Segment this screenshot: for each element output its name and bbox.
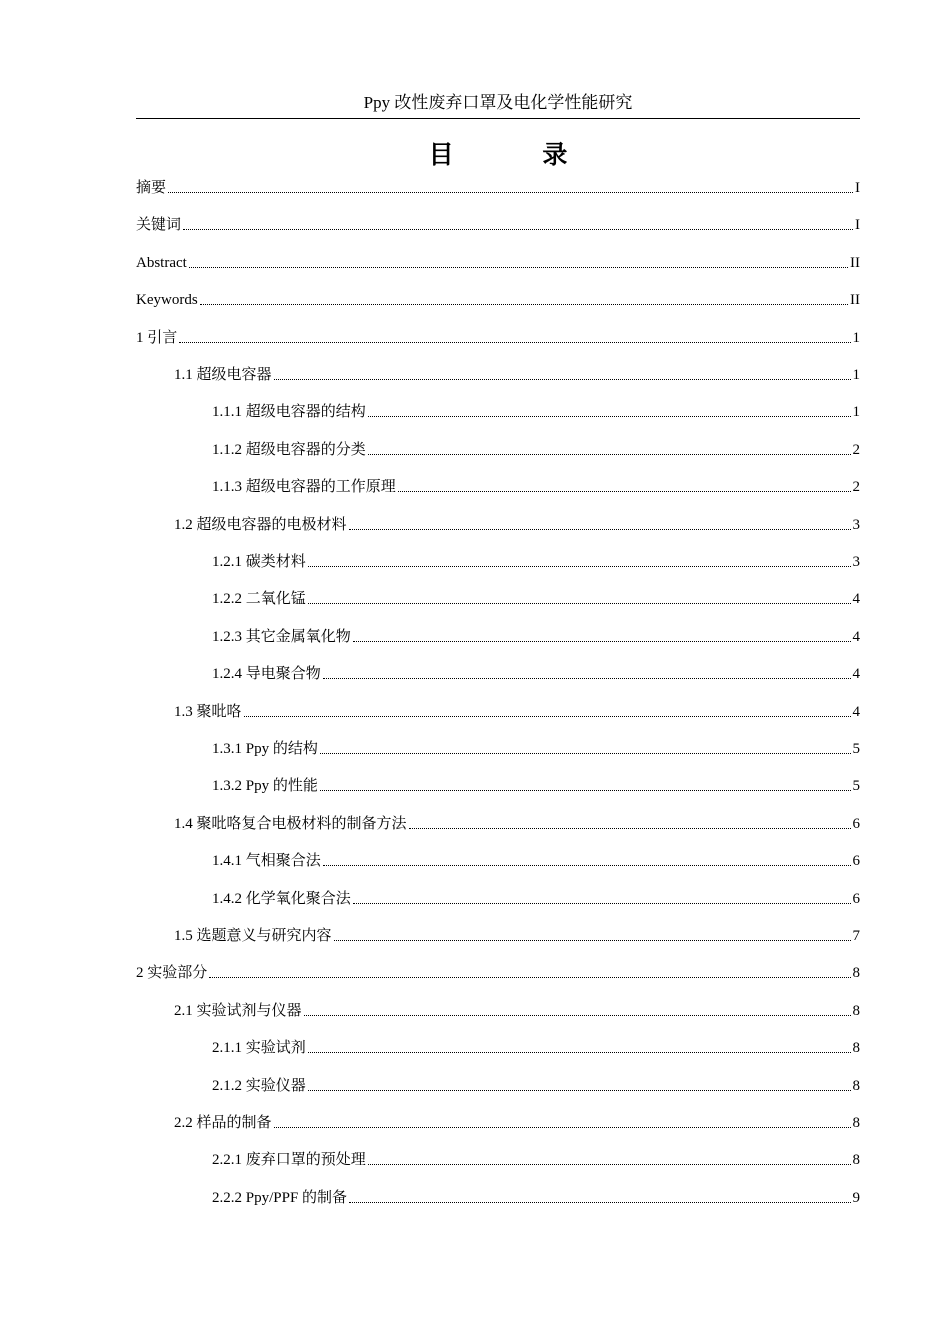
toc-entry-title: 2.1.1 实验试剂: [212, 1040, 306, 1057]
toc-entry[interactable]: [212, 438, 860, 460]
toc-entry[interactable]: [136, 213, 860, 235]
toc-dot-leader: [349, 1202, 850, 1203]
toc-entry-page-number: 8: [852, 1077, 860, 1094]
running-header: Ppy 改性废弃口罩及电化学性能研究: [363, 93, 633, 112]
toc-entry-title: 1.5 选题意义与研究内容: [174, 928, 332, 944]
toc-entry-title: 1.4.1 气相聚合法: [212, 853, 321, 870]
toc-entry-page-number: 1: [852, 367, 860, 383]
toc-entry[interactable]: [212, 662, 860, 684]
toc-entry-title: 摘要: [136, 180, 167, 196]
toc-entry[interactable]: [174, 513, 860, 535]
toc-entry-page-number: 2: [852, 479, 860, 496]
toc-entry-page-number: 1: [852, 329, 860, 346]
toc-dot-leader: [320, 790, 851, 791]
toc-entry-title: 2.2.1 废弃口罩的预处理: [212, 1152, 366, 1169]
toc-entry[interactable]: [212, 400, 860, 422]
toc-dot-leader: [308, 1090, 851, 1091]
toc-entry-page-number: 3: [852, 554, 860, 570]
toc-dot-leader: [353, 903, 851, 904]
toc-dot-leader: [274, 379, 851, 380]
toc-entry-title: 1.1.2 超级电容器的分类: [212, 441, 366, 458]
toc-entry-title: 2.1.2 实验仪器: [212, 1077, 306, 1094]
toc-entry[interactable]: [212, 1148, 860, 1170]
toc-entry[interactable]: [212, 1036, 860, 1058]
toc-entry[interactable]: [212, 587, 860, 609]
toc-entry-page-number: II: [850, 292, 860, 309]
toc-entry-page-number: 5: [852, 778, 860, 795]
toc-entry-title: 1.3.2 Ppy 的性能: [212, 778, 318, 795]
toc-entry-page-number: 4: [852, 628, 860, 645]
toc-entry-page-number: 8: [852, 1115, 860, 1131]
toc-entry[interactable]: [212, 887, 860, 909]
toc-dot-leader: [274, 1127, 851, 1128]
toc-dot-leader: [409, 828, 851, 829]
toc-entry[interactable]: [212, 625, 860, 647]
toc-entry-title: 1.2.3 其它金属氧化物: [212, 628, 351, 645]
toc-entry-page-number: 4: [852, 703, 860, 720]
toc-dot-leader: [368, 416, 851, 417]
toc-dot-leader: [209, 977, 850, 978]
toc-dot-leader: [353, 641, 851, 642]
toc-entry-title: 1.2 超级电容器的电极材料: [174, 516, 347, 533]
toc-dot-leader: [323, 678, 851, 679]
toc-entry[interactable]: [212, 1074, 860, 1096]
toc-entry-page-number: 7: [852, 928, 860, 944]
toc-entry[interactable]: [174, 1111, 860, 1133]
toc-dot-leader: [244, 716, 851, 717]
toc-entry-title: 1.2.4 导电聚合物: [212, 666, 321, 683]
toc-entry-title: 1.2.2 二氧化锰: [212, 591, 306, 608]
toc-entry-page-number: 4: [852, 591, 860, 608]
toc-entry-title: 2 实验部分: [136, 965, 208, 982]
toc-entry[interactable]: [174, 999, 860, 1021]
toc-entry[interactable]: [212, 475, 860, 497]
toc-entry-page-number: 1: [852, 404, 860, 421]
toc-entry-page-number: II: [850, 254, 860, 271]
toc-entry-page-number: 8: [852, 1040, 860, 1057]
toc-entry-page-number: I: [855, 217, 860, 234]
toc-entry[interactable]: [174, 363, 860, 385]
toc-entry-title: 1.1.1 超级电容器的结构: [212, 404, 366, 421]
toc-entry[interactable]: [136, 176, 860, 198]
toc-entry-title: 1.1 超级电容器: [174, 367, 272, 383]
toc-entry-page-number: 6: [852, 890, 860, 907]
toc-entry-title: 2.1 实验试剂与仪器: [174, 1002, 302, 1019]
toc-entry-page-number: 4: [852, 666, 860, 683]
toc-entry-page-number: 3: [852, 516, 860, 533]
toc-entry[interactable]: [136, 251, 860, 273]
toc-entry-title: 1.4 聚吡咯复合电极材料的制备方法: [174, 815, 407, 832]
toc-dot-leader: [200, 304, 848, 305]
toc-dot-leader: [304, 1015, 851, 1016]
toc-dot-leader: [189, 267, 848, 268]
toc-dot-leader: [334, 940, 851, 941]
toc-entry[interactable]: [212, 550, 860, 572]
toc-entry-title: 1.1.3 超级电容器的工作原理: [212, 479, 396, 496]
toc-entry[interactable]: [212, 737, 860, 759]
toc-entry-page-number: 8: [852, 1152, 860, 1169]
toc-entry-page-number: 6: [852, 853, 860, 870]
toc-dot-leader: [168, 192, 853, 193]
toc-dot-leader: [183, 229, 853, 230]
toc-entry-page-number: 6: [852, 815, 860, 832]
toc-dot-leader: [320, 753, 851, 754]
toc-entry[interactable]: [212, 1186, 860, 1208]
toc-entry-title: 1.2.1 碳类材料: [212, 554, 306, 570]
toc-entry[interactable]: [174, 924, 860, 946]
toc-entry-page-number: I: [855, 180, 860, 196]
toc-dot-leader: [368, 1164, 851, 1165]
toc-dot-leader: [308, 1052, 851, 1053]
toc-title: 目 录: [428, 140, 608, 169]
toc-dot-leader: [349, 529, 851, 530]
toc-entry[interactable]: [174, 700, 860, 722]
toc-entry-title: Abstract: [136, 254, 187, 271]
toc-dot-leader: [368, 454, 851, 455]
toc-dot-leader: [323, 865, 851, 866]
toc-entry[interactable]: [212, 774, 860, 796]
toc-dot-leader: [179, 342, 850, 343]
toc-entry-page-number: 9: [852, 1189, 860, 1206]
toc-entry-title: 2.2.2 Ppy/PPF 的制备: [212, 1189, 348, 1206]
toc-dot-leader: [398, 491, 851, 492]
toc-entry-page-number: 2: [852, 441, 860, 458]
toc-entry[interactable]: [136, 326, 860, 348]
toc-entry-page-number: 8: [852, 965, 860, 982]
toc-entry-page-number: 5: [852, 741, 860, 757]
toc-entry[interactable]: [174, 812, 860, 834]
toc-entry[interactable]: [136, 961, 860, 983]
toc-entry-title: 1.4.2 化学氧化聚合法: [212, 890, 351, 907]
toc-dot-leader: [308, 566, 851, 567]
toc-entry-title: 1 引言: [136, 329, 178, 346]
toc-dot-leader: [308, 603, 851, 604]
toc-entry-title: 1.3 聚吡咯: [174, 703, 242, 720]
toc-entry-page-number: 8: [852, 1002, 860, 1019]
toc-entry[interactable]: [136, 288, 860, 310]
toc-entry[interactable]: [212, 849, 860, 871]
toc-entry-title: 2.2 样品的制备: [174, 1115, 272, 1131]
toc-entry-title: 关键词: [136, 217, 182, 234]
toc-entry-title: Keywords: [136, 292, 198, 309]
toc-entry-title: 1.3.1 Ppy 的结构: [212, 741, 318, 757]
